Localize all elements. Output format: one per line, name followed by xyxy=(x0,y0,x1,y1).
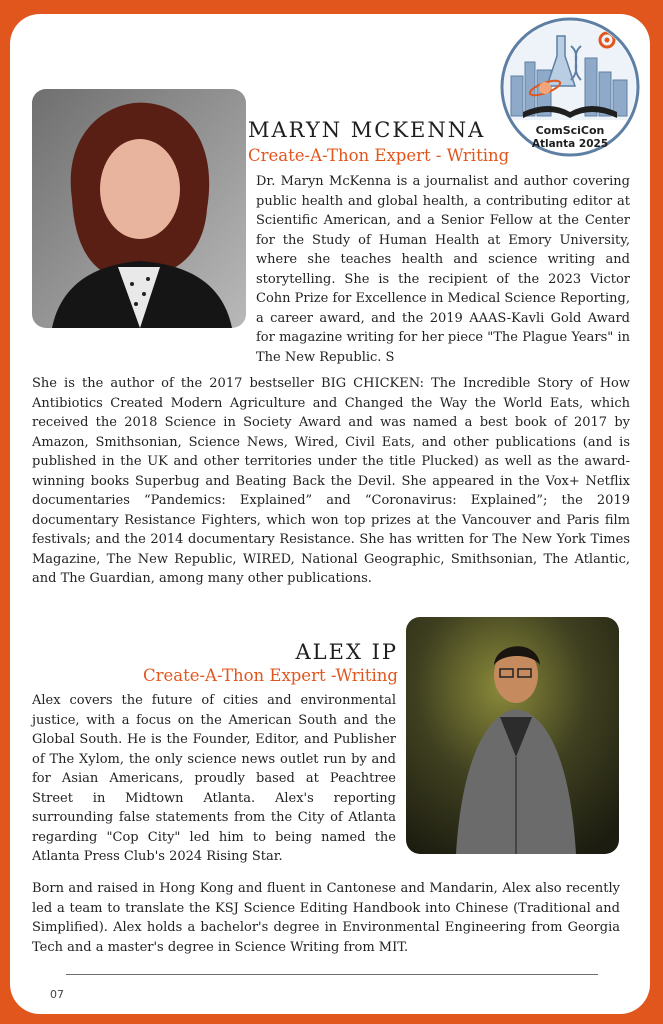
person2-name: ALEX IP xyxy=(295,640,398,664)
logo-line2: Atlanta 2025 xyxy=(531,138,609,150)
footer-divider xyxy=(66,974,598,975)
person1-name: MARYN MCKENNA xyxy=(248,118,486,142)
comscicon-logo xyxy=(499,16,641,158)
person2-bio: Alex covers the future of cities and environmental justice, with a focus on the American South and the Global South. He is the Founder, Editor, and Publisher of The Xylom, the only science news outlet run by and for Asian Americans, proudly based at Peachtree Street in Midtown Atlanta. Alex's reporting surrounding false statements from the City of Atlanta regarding "Cop City" led him to being named the Atlanta Press Club's 2024 Rising Star. xyxy=(32,693,396,864)
person1-role: Create-A-Thon Expert - Writing xyxy=(248,146,510,165)
page xyxy=(10,14,650,1014)
person1-bio-continued: She is the author of the 2017 bestseller BIG CHICKEN: The Incredible Story of How Antibiotics Created Modern Agriculture and Changed the Way the World Eats, which received the 2018 Science in Society Award and was named a best book of 2017 by Amazon, Smithsonian, Science News, Wired, Civil Eats, and other publications (and is published in the UK and other territories under the title Plucked) as well as the award-winning books Superbug and Beating Back the Devil. She appeared in the Vox+ Netflix documentaries “Pandemics: Explained” and “Coronavirus: Explained”; the 2019 documentary Resistance Fighters, which won top prizes at the Vancouver and Paris film festivals; and the 2014 documentary Resistance. She has written for The New York Times Magazine, The New Republic, WIRED, National Geographic, Smithsonian, The Atlantic, and The Guardian, among many other publications. xyxy=(32,376,630,586)
person2-role: Create-A-Thon Expert -Writing xyxy=(142,666,398,685)
person2-bio-continued: Born and raised in Hong Kong and fluent in Cantonese and Mandarin, Alex also recently led a team to translate the KSJ Science Editing Handbook into Chinese (Traditional and Simplified). Alex holds a bachelor's degree in Environmental Engineering from Georgia Tech and a master's degree in Science Writing from MIT. xyxy=(32,881,620,955)
maryn-mckenna-photo xyxy=(32,89,246,328)
page-number: 07 xyxy=(50,988,64,1001)
logo-line1: ComSciCon xyxy=(535,124,605,137)
alex-ip-photo xyxy=(406,617,619,854)
person1-bio: Dr. Maryn McKenna is a journalist and author covering public health and global health, a contributing editor at Scientific American, and a Senior Fellow at the Center for the Study of Human Health at Emory University, where she teaches health and science writing and storytelling. She is the recipient of the 2023 Victor Cohn Prize for Excellence in Medical Science Reporting, a career award, and the 2019 AAAS-Kavli Gold Award for magazine writing for her piece "The Plague Years" in The New Republic. S xyxy=(256,174,630,365)
